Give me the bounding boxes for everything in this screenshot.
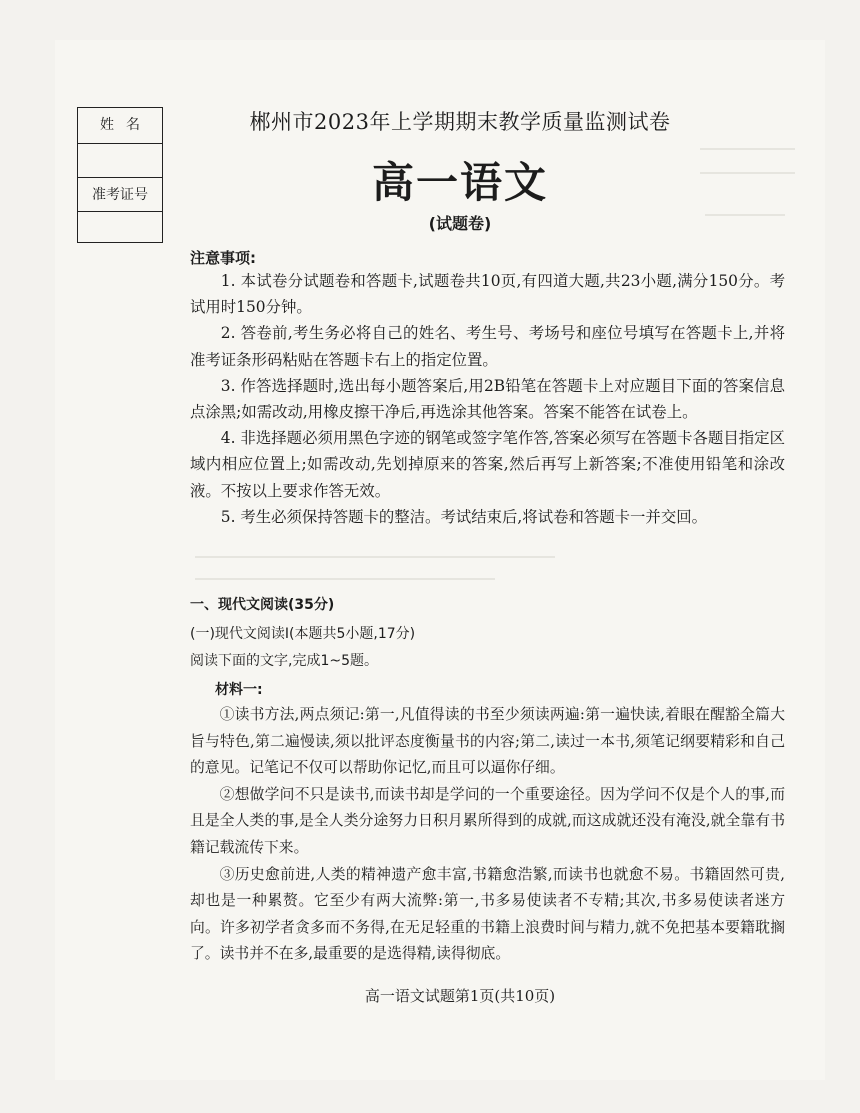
reading-instruction: 阅读下面的文字,完成1~5题。 [190, 653, 378, 669]
bleed-through-line [705, 214, 785, 216]
notice-list [190, 268, 785, 530]
material-body [190, 702, 785, 968]
page-footer: 高一语文试题第1页(共10页) [364, 987, 556, 1005]
notice-item: 1. 本试卷分试题卷和答题卡,试题卷共10页,有四道大题,共23小题,满分150分。考试用时150分钟。 [190, 272, 785, 317]
exam-number-label: 准考证号 [92, 187, 148, 203]
subject-title: 高一语文 [371, 158, 548, 207]
name-row [78, 108, 162, 144]
material-paragraph: ③历史愈前进,人类的精神遗产愈丰富,书籍愈浩繁,而读书也就愈不易。书籍固然可贵,却也是一种累赘。它至少有两大流弊:第一,书多易使读者不专精;其次,书多易使读者迷方向。许多初学者贪多而不务得,在无足轻重的书籍上浪费时间与精力,就不免把基本要籍耽搁了。读书并不在多,最重要的是选得精,读得彻底。 [190, 865, 785, 963]
notice-heading: 注意事项: [190, 249, 256, 267]
name-label: 姓名 [100, 117, 152, 133]
notice-item: 3. 作答选择题时,选出每小题答案后,用2B铅笔在答题卡上对应题目下面的答案信息点涂黑;如需改动,用橡皮擦干净后,再选涂其他答案。答案不能答在试卷上。 [190, 376, 785, 422]
section-heading: 一、现代文阅读(35分) [190, 597, 335, 613]
notice-item: 2. 答卷前,考生务必将自己的姓名、考生号、考场号和座位号填写在答题卡上,并将准考证条形码粘贴在答题卡右上的指定位置。 [190, 324, 785, 369]
bleed-through-line [700, 148, 795, 150]
exam-title: 郴州市2023年上学期期末教学质量监测试卷 [249, 110, 671, 134]
bleed-through-line [195, 578, 495, 580]
notice-item: 5. 考生必须保持答题卡的整洁。考试结束后,将试卷和答题卡一并交回。 [220, 507, 707, 526]
material-paragraph: ①读书方法,两点须记:第一,凡值得读的书至少须读两遍:第一遍快读,着眼在醒豁全篇大旨与特色,第二遍慢读,须以批评态度衡量书的内容;第二,读过一本书,须笔记纲要精彩和自己的意见。记笔记不仅可以帮助你记忆,而且可以逼你仔细。 [190, 706, 785, 777]
bleed-through-line [700, 172, 795, 174]
exam-number-row [78, 178, 162, 212]
section-subheading: (一)现代文阅读Ⅰ(本题共5小题,17分) [190, 626, 416, 642]
candidate-info-box [77, 107, 163, 243]
name-field[interactable] [78, 144, 162, 178]
material-paragraph: ②想做学问不只是读书,而读书却是学问的一个重要途径。因为学问不仅是个人的事,而且是全人类的事,是全人类分途努力日积月累所得到的成就,而这成就还没有淹没,就全靠有书籍记载流传下来。 [190, 785, 785, 856]
notice-item: 4. 非选择题必须用黑色字迹的钢笔或签字笔作答,答案必须写在答题卡各题目指定区域内相应位置上;如需改动,先划掉原来的答案,然后再写上新答案;不准使用铅笔和涂改液。不按以上要求作答无效。 [190, 429, 785, 500]
material-label: 材料一: [215, 682, 263, 698]
paper-type: (试题卷) [428, 214, 492, 233]
exam-number-field[interactable] [78, 212, 162, 242]
bleed-through-line [195, 556, 555, 558]
